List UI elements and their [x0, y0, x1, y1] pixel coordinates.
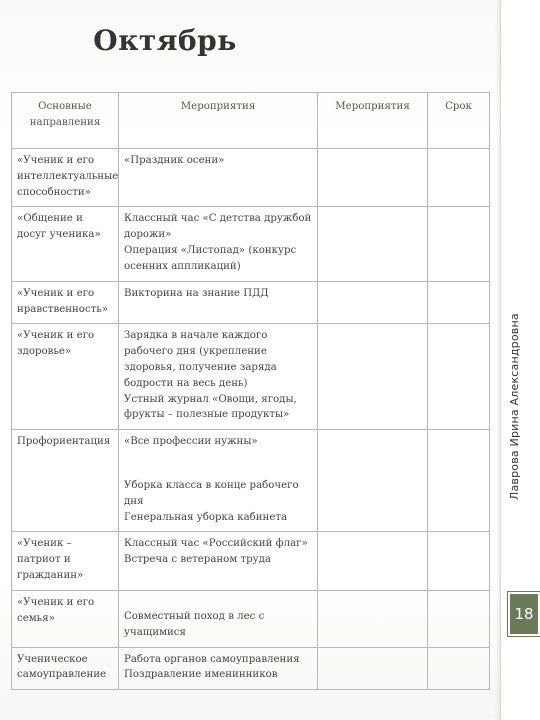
- events-2-cell: [318, 281, 428, 324]
- table-row: [12, 149, 490, 207]
- events-cell: [119, 647, 318, 690]
- page-number: 18: [508, 592, 540, 636]
- event-text: Классный час «С детства дружбой дорожи»: [124, 213, 312, 241]
- author-name: Лаврова Ирина Александровна: [508, 313, 521, 500]
- events-cell: [119, 532, 318, 590]
- page-title: Октябрь: [93, 24, 237, 57]
- event-text: Устный журнал «Овощи, ягоды, фрукты – полезные продукты»: [124, 393, 297, 421]
- event-text: Генеральная уборка кабинета: [124, 511, 288, 523]
- events-2-cell: [318, 430, 428, 532]
- term-cell: [428, 281, 490, 324]
- event-text: «Все профессии нужны»: [124, 436, 258, 448]
- term-cell: [428, 532, 490, 590]
- cell-spacer: [124, 450, 312, 478]
- events-cell: [119, 590, 318, 647]
- table-row: [12, 590, 490, 647]
- events-2-cell: [318, 207, 428, 281]
- events-cell: [119, 324, 318, 430]
- table-row: [12, 324, 490, 430]
- table-row: [12, 532, 490, 590]
- header-term: Срок: [428, 93, 490, 149]
- term-cell: [428, 324, 490, 430]
- events-2-cell: [318, 149, 428, 207]
- direction-cell: «Ученик и его семья»: [12, 590, 119, 647]
- direction-cell: «Ученик и его нравственность»: [12, 281, 119, 324]
- direction-cell: «Общение и досуг ученика»: [12, 207, 119, 281]
- events-2-cell: [318, 324, 428, 430]
- event-text: Викторина на знание ПДД: [124, 287, 269, 299]
- direction-cell: Профориентация: [12, 430, 119, 532]
- direction-cell: «Ученик и его интеллектуальные способности»: [12, 149, 119, 207]
- event-text: Операция «Листопад» (конкурс осенних аппликаций): [124, 245, 297, 272]
- events-cell: [119, 430, 318, 532]
- term-cell: [428, 647, 490, 690]
- plan-table: [11, 92, 490, 690]
- events-2-cell: [318, 647, 428, 690]
- events-cell: [119, 281, 318, 324]
- event-text: Классный час «Российский флаг»: [124, 538, 308, 550]
- table-row: [12, 281, 490, 324]
- direction-cell: Ученическое самоуправление: [12, 647, 119, 690]
- events-cell: [119, 149, 318, 207]
- table-row: [12, 647, 490, 690]
- table-row: [12, 207, 490, 281]
- event-text: Зарядка в начале каждого рабочего дня (укрепление здоровья, получение заряда бодрости на весь день): [124, 330, 277, 389]
- event-text: Встреча с ветераном труда: [124, 554, 271, 566]
- event-text: Работа органов самоуправления: [124, 653, 300, 665]
- events-2-cell: [318, 532, 428, 590]
- event-text: Уборка класса в конце рабочего дня: [124, 480, 299, 507]
- term-cell: [428, 590, 490, 647]
- direction-cell: «Ученик и его здоровье»: [12, 324, 119, 430]
- table-header-row: [12, 93, 490, 149]
- table-row: [12, 430, 490, 532]
- direction-cell: «Ученик – патриот и гражданин»: [12, 532, 119, 590]
- term-cell: [428, 430, 490, 532]
- header-events: Мероприятия: [119, 93, 318, 149]
- header-events-2: Мероприятия: [318, 93, 428, 149]
- term-cell: [428, 207, 490, 281]
- cell-spacer: [124, 595, 312, 609]
- events-2-cell: [318, 590, 428, 647]
- term-cell: [428, 149, 490, 207]
- events-cell: [119, 207, 318, 281]
- event-text: «Праздник осени»: [124, 155, 225, 166]
- event-text: Поздравление именинников: [124, 669, 278, 681]
- event-text: Совместный поход в лес с учащимися: [124, 610, 265, 638]
- header-directions: Основные направления: [12, 93, 119, 149]
- side-author: [502, 313, 538, 501]
